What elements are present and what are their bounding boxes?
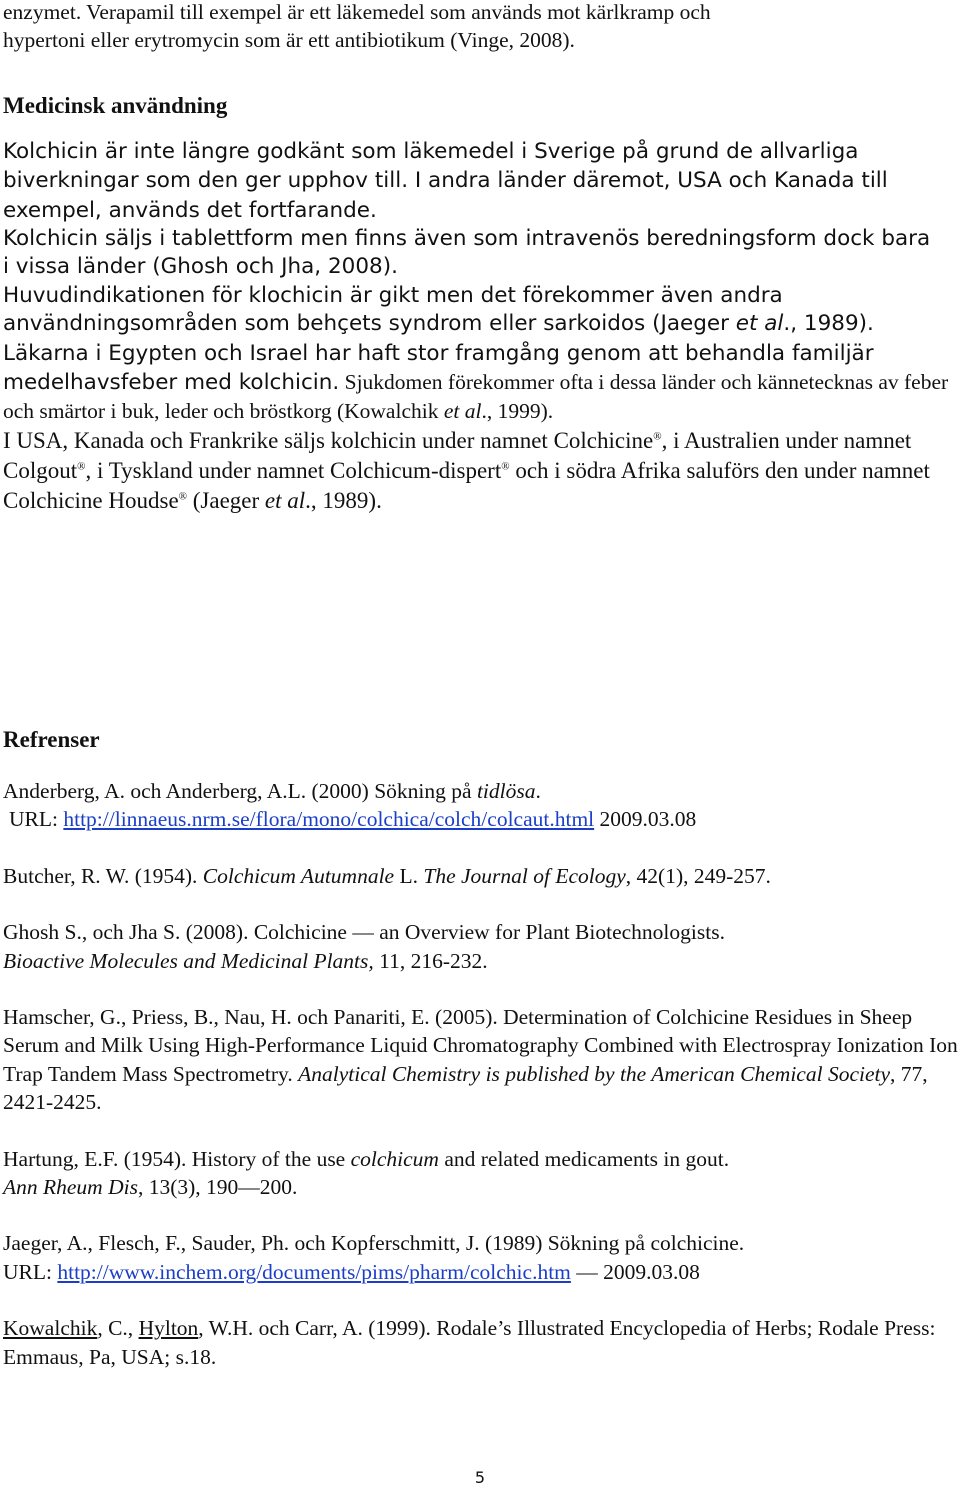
et-al: et al: [443, 399, 482, 424]
paragraph-fmf-citation: ., 1999).: [481, 399, 554, 424]
brand-text-5: (Jaeger: [187, 487, 265, 513]
reference-text: and related medicaments in gout.: [438, 1146, 730, 1171]
reference-journal: Ann Rheum Dis: [3, 1174, 138, 1199]
url-label: URL:: [3, 1259, 58, 1284]
reference-hamscher: [3, 1003, 958, 1117]
registered-mark: ®: [653, 430, 662, 443]
reference-text: , 13(3), 190—200.: [137, 1174, 298, 1199]
reference-text: Anderberg, A. och Anderberg, A.L. (2000) Sökning på: [3, 778, 477, 803]
reference-text: Jaeger, A., Flesch, F., Sauder, Ph. och Kopferschmitt, J. (1989) Sökning på colchicine.: [3, 1231, 745, 1256]
brand-citation: ., 1989).: [305, 487, 382, 513]
author-kowalchik: Kowalchik: [3, 1316, 98, 1341]
paragraph-approval: [3, 137, 943, 225]
reference-text: Hamscher, G., Priess, B., Nau, H. och Panariti, E. (2005). Determination of Colchicine Residues in Sheep Serum and Milk Using High-Performance Liquid Chromatography Combined with Electrospray Ionization Ion Trap Tandem Mass Spectrometry.: [3, 1004, 958, 1086]
paragraph-fmf-sans-part: Läkarna i Egypten och Israel har haft stor framgång genom att behandla familjär medelhavsfeber med kolchicin.: [3, 340, 874, 396]
reference-text: Hartung, E.F. (1954). History of the use: [3, 1146, 351, 1171]
reference-hartung: [3, 1145, 960, 1202]
reference-link-linnaeus[interactable]: http://linnaeus.nrm.se/flora/mono/colchica/colch/colcaut.html: [63, 807, 595, 832]
registered-mark: ®: [178, 490, 188, 503]
author-hylton: Hylton: [138, 1316, 199, 1341]
references-heading: Refrenser: [3, 726, 100, 752]
paragraph-approval-serif-part: Kolchicin är inte längre godkänt som läkemedel i Sverige på grund de allvarliga biverkningar som den ger upphov till.: [3, 138, 859, 194]
reference-text: .: [535, 778, 541, 803]
access-date: 2009.03.08: [594, 807, 697, 832]
reference-journal: Analytical Chemistry is published by the American Chemical Society: [298, 1061, 891, 1086]
paragraph-forms-text: Kolchicin säljs i tablettform men finns även som intravenös beredningsform dock bara i vissa länder (Ghosh och Jha, 2008).: [3, 226, 931, 280]
section-heading: Medicinsk användning: [3, 92, 228, 118]
reference-text: 11, 216-232.: [373, 948, 488, 973]
reference-kowalchik: [3, 1314, 953, 1371]
reference-text: , 77, 2421-2425.: [3, 1061, 928, 1115]
reference-butcher: [3, 862, 960, 890]
reference-italic: colchicum: [350, 1146, 439, 1171]
reference-link-inchem[interactable]: http://www.inchem.org/documents/pims/pharm/colchic.htm: [57, 1259, 571, 1284]
page-number: 5: [474, 1468, 486, 1487]
paragraph-approval-sans-part: I andra länder däremot, USA och Kanada till exempel, används det fortfarande.: [3, 168, 888, 223]
reference-text: Ghosh S., och Jha S. (2008). Colchicine — an Overview for Plant Biotechnologists.: [3, 920, 725, 945]
reference-anderberg: [3, 777, 960, 834]
reference-text: , W.H. och Carr, A. (1999). Rodale’s Illustrated Encyclopedia of Herbs; Rodale Press: Emmaus, Pa, USA; s.18.: [3, 1316, 936, 1369]
et-al: et al: [735, 311, 784, 337]
brand-text-3: , i Tyskland under namnet Colchicum-dispert: [85, 457, 502, 483]
paragraph-brand-names: [3, 426, 958, 516]
paragraph-fmf-serif-part: Sjukdomen förekommer ofta i dessa länder och kännetecknas av feber och smärtor i buk, leder och bröstkorg (Kowalchik: [3, 370, 949, 424]
paragraph-indications-text: Huvudindikationen för klochicin är gikt men det förekommer även andra användningsområden som behçets syndrom eller sarkoidos (Jaeger: [3, 282, 783, 337]
paragraph-forms: [3, 225, 933, 282]
reference-journal: Bioactive Molecules and Medicinal Plants,: [3, 948, 374, 973]
brand-text-1: I USA, Kanada och Frankrike säljs kolchicin under namnet Colchicine: [3, 427, 654, 453]
access-date: — 2009.03.08: [570, 1259, 700, 1284]
reference-italic: tidlösa: [476, 778, 536, 803]
reference-text: , C.,: [97, 1316, 139, 1341]
paragraph-indications-citation: ., 1989).: [783, 311, 874, 337]
reference-text: Butcher, R. W. (1954).: [3, 863, 203, 888]
intro-line-2: hypertoni eller erytromycin som är ett antibiotikum (Vinge, 2008).: [3, 28, 575, 53]
intro-line-1: enzymet. Verapamil till exempel är ett läkemedel som används mot kärlkramp och: [3, 0, 711, 24]
paragraph-indications: [3, 282, 933, 339]
reference-text: L.: [394, 863, 424, 888]
brand-text-4: och i södra Afrika saluförs den under namnet Colchicine Houdse: [3, 457, 930, 513]
intro-paragraph: [3, 0, 960, 55]
reference-ghosh: [3, 918, 960, 975]
reference-jaeger: [3, 1229, 960, 1286]
reference-text: , 42(1), 249-257.: [625, 863, 771, 888]
registered-mark: ®: [77, 460, 86, 473]
url-label: URL:: [9, 807, 64, 832]
reference-italic: Colchicum Autumnale: [202, 863, 395, 888]
paragraph-fmf: [3, 339, 958, 426]
et-al: et al: [264, 487, 306, 513]
registered-mark: ®: [501, 460, 510, 473]
reference-journal: The Journal of Ecology: [423, 863, 626, 888]
brand-text-2: , i Australien under namnet Colgout: [3, 427, 912, 483]
